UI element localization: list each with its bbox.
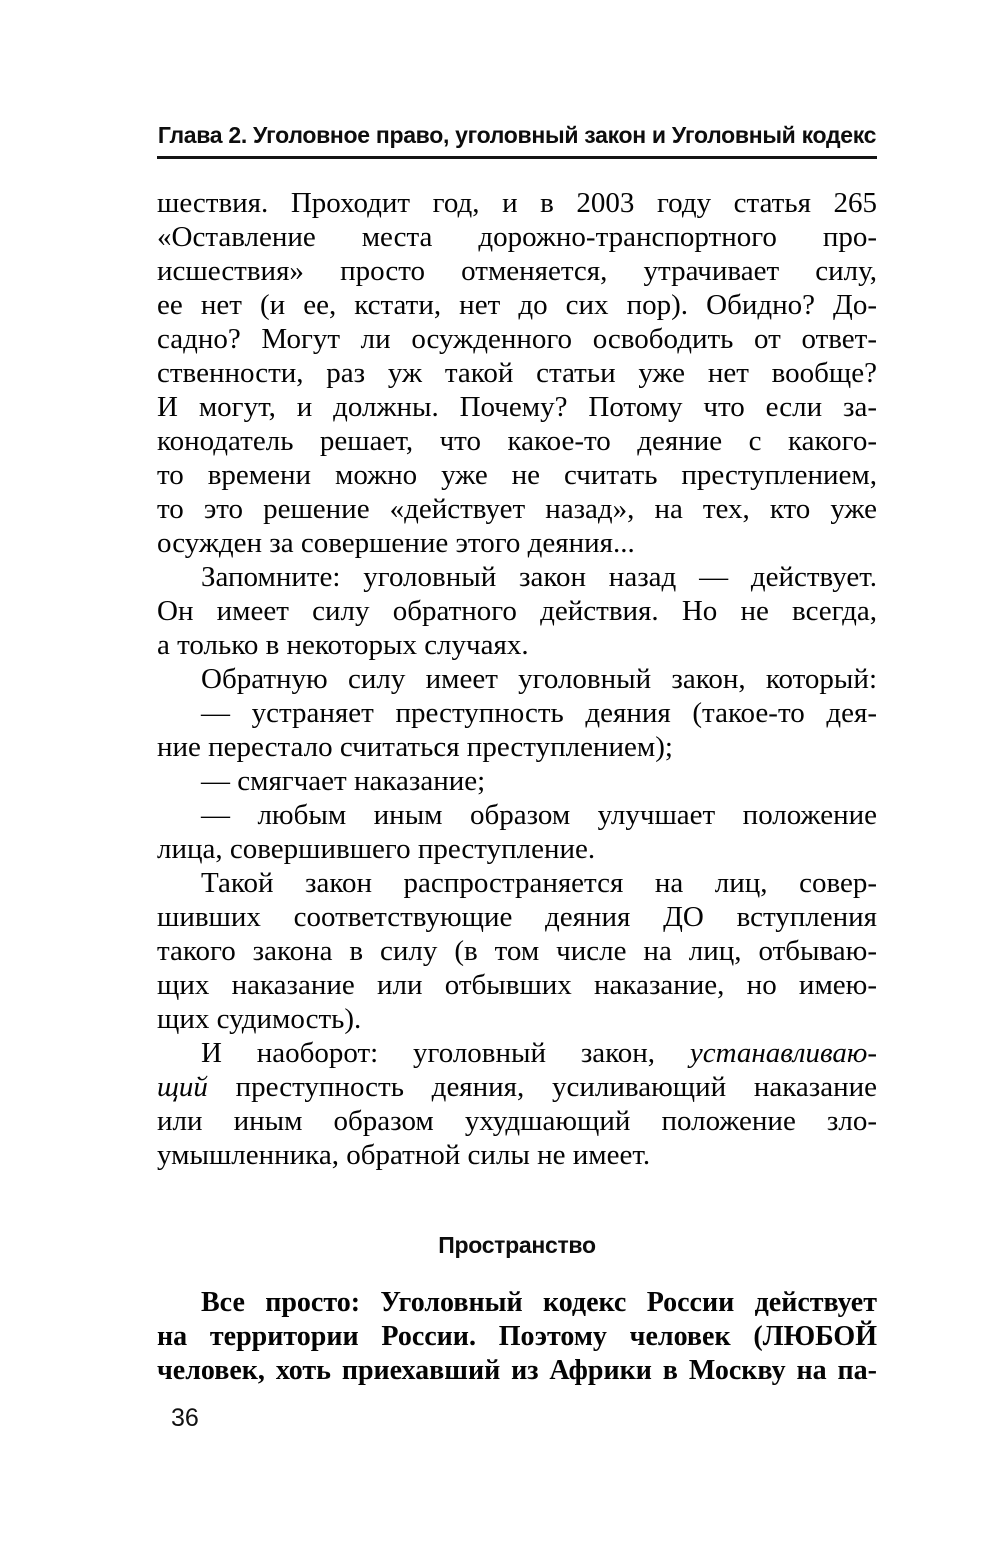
text-line <box>157 832 877 866</box>
text-segment: на территории России. Поэтому человек (ЛЮБОЙ <box>157 1321 877 1352</box>
header-rule <box>157 156 877 159</box>
text-segment: человек, хоть приехавший из Африки в Москву на па- <box>157 1355 877 1386</box>
text-segment: или иным образом ухудшающий положение зло- <box>157 1105 877 1137</box>
text-segment: ее нет (и ее, кстати, нет до сих пор). Обидно? До- <box>157 289 877 321</box>
italic-text-segment: щий <box>157 1071 208 1103</box>
text-segment: то это решение «действует назад», на тех, кто уже <box>157 493 877 525</box>
paragraph <box>157 1286 877 1388</box>
text-segment: — любым иным образом улучшает положение <box>201 799 877 831</box>
text-line <box>157 356 877 390</box>
text-line <box>157 1286 877 1320</box>
text-segment: шествия. Проходит год, и в 2003 году статья 265 <box>157 187 877 219</box>
text-segment: такого закона в силу (в том числе на лиц, отбываю- <box>157 935 877 967</box>
text-segment: ние перестало считаться преступлением); <box>157 731 673 763</box>
text-line <box>157 662 877 696</box>
page-number: 36 <box>171 1404 199 1432</box>
text-line <box>157 1320 877 1354</box>
text-line <box>157 696 877 730</box>
text-segment: И наоборот: уголовный закон, <box>201 1037 690 1069</box>
text-line <box>157 526 877 560</box>
text-segment: — устраняет преступность деяния (такое-то дея- <box>201 697 877 729</box>
text-line <box>157 186 877 220</box>
text-line <box>157 1070 877 1104</box>
text-line <box>157 492 877 526</box>
text-segment: а только в некоторых случаях. <box>157 629 529 661</box>
paragraph <box>157 560 877 662</box>
text-line <box>157 288 877 322</box>
text-segment: конодатель решает, что какое-то деяние с какого- <box>157 425 877 457</box>
text-line <box>157 900 877 934</box>
text-line <box>157 1002 877 1036</box>
paragraph <box>157 662 877 696</box>
text-segment: ственности, раз уж такой статьи уже нет вообще? <box>157 357 877 389</box>
text-line <box>157 322 877 356</box>
text-line <box>157 968 877 1002</box>
paragraph <box>157 1036 877 1172</box>
paragraph <box>157 696 877 764</box>
paragraph <box>157 866 877 1036</box>
text-line <box>157 764 877 798</box>
text-segment: — смягчает наказание; <box>201 765 486 797</box>
text-line <box>157 458 877 492</box>
chapter-running-header: Глава 2. Уголовное право, уголовный закон и Уголовный кодекс <box>157 122 877 148</box>
paragraph <box>157 798 877 866</box>
text-line <box>157 866 877 900</box>
text-line <box>157 730 877 764</box>
italic-text-segment: устанавливаю- <box>689 1037 877 1069</box>
text-line <box>157 254 877 288</box>
text-segment: то времени можно уже не считать преступлением, <box>157 459 877 491</box>
text-line <box>157 424 877 458</box>
text-segment: Он имеет силу обратного действия. Но не всегда, <box>157 595 877 627</box>
text-segment: умышленника, обратной силы не имеет. <box>157 1139 651 1171</box>
text-line <box>157 1036 877 1070</box>
text-segment: лица, совершившего преступление. <box>157 833 596 865</box>
text-line <box>157 1138 877 1172</box>
page-body <box>157 186 877 1388</box>
text-segment: шивших соответствующие деяния ДО вступления <box>157 901 877 933</box>
text-segment: Такой закон распространяется на лиц, совер- <box>201 867 877 899</box>
text-segment: Обратную силу имеет уголовный закон, который: <box>201 663 877 695</box>
section-heading: Пространство <box>438 1232 596 1258</box>
text-segment: исшествия» просто отменяется, утрачивает силу, <box>157 255 877 287</box>
text-segment: преступность деяния, усиливающий наказание <box>207 1071 877 1103</box>
text-segment: Все просто: Уголовный кодекс России действует <box>201 1287 877 1318</box>
text-line <box>157 1104 877 1138</box>
text-segment: И могут, и должны. Почему? Потому что если за- <box>157 391 877 423</box>
text-line <box>157 934 877 968</box>
text-segment: садно? Могут ли осужденного освободить от ответ- <box>157 323 877 355</box>
text-segment: «Оставление места дорожно-транспортного про- <box>157 221 877 253</box>
text-line <box>157 560 877 594</box>
paragraph <box>157 764 877 798</box>
text-line <box>157 594 877 628</box>
paragraph <box>157 186 877 560</box>
text-segment: щих судимость). <box>157 1003 362 1035</box>
text-line <box>157 220 877 254</box>
text-line <box>157 628 877 662</box>
text-line <box>157 798 877 832</box>
text-line <box>157 1354 877 1388</box>
text-segment: щих наказание или отбывших наказание, но имею- <box>157 969 877 1001</box>
text-segment: осужден за совершение этого деяния... <box>157 527 635 559</box>
text-line <box>157 390 877 424</box>
text-segment: Запомните: уголовный закон назад — действует. <box>201 561 877 593</box>
